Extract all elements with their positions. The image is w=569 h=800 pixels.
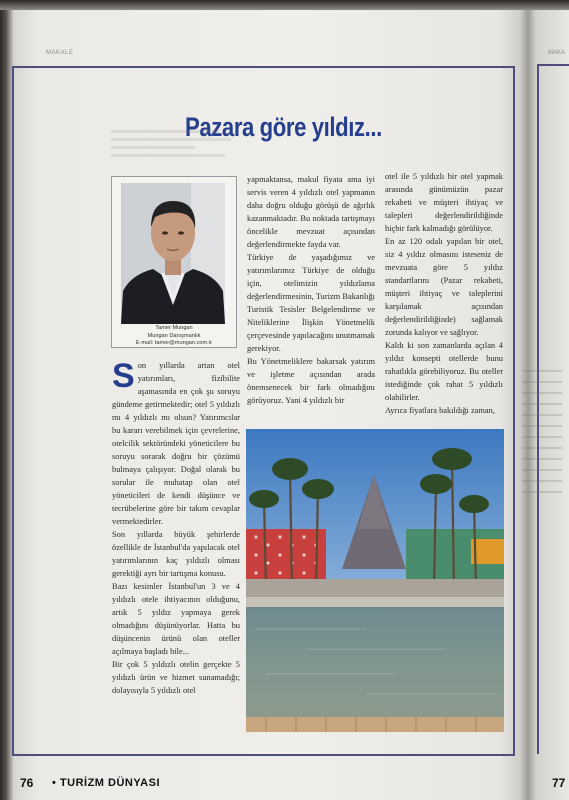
paragraph: Ayrıca fiyatlara bakıldığı zaman,: [385, 406, 495, 415]
paragraph: [112, 359, 240, 528]
article-headline: Pazara göre yıldız...: [185, 112, 382, 142]
section-label: MAKALE: [46, 50, 74, 56]
text-column-2: [247, 173, 375, 407]
show-through-text: [111, 130, 231, 170]
page-number-right: 77: [552, 776, 566, 790]
top-edge-shadow: [0, 0, 569, 10]
section-label-next-page: MAKA: [548, 50, 566, 56]
paragraph: yapmaktansa, makul fiyata ama iyi servis veren 4 yıldızlı otel yapmanın daha doğru olduğu görüşü de ağırlık kazanmaktadır. Bu noktada tartışmayı öncelikle mevzuat açısından değerlendirmekte fayda var.: [247, 175, 375, 249]
paragraph: Bu Yönetmeliklere bakarsak yatırım ve işletme açısından arada önemsenecek bir fark olmadığını görüyoruz. Yani 4 yıldızlı bir: [247, 357, 375, 405]
paragraph: Bazı kesimler İstanbul'un 3 ve 4 yıldızlı otele ihtiyacının olduğunu, artık 5 yıldız yapmaya gerek olmadığını düşünüyorlar. Hatta bu düşüncenin ürünü olan oteller açılmaya başladı bile...: [112, 582, 240, 656]
author-name: Tamer Mungan: [155, 325, 193, 331]
author-caption: [111, 325, 237, 348]
text-column-1: [112, 359, 240, 697]
next-page-text-edge: [522, 370, 562, 670]
paragraph-text: on yıllarda artan otel yatırımları, fizibilite aşamasında en çok şu soruyu gündeme getirmektedir; otel 5 yıldızlı mı 4 yıldızlı mı olsun? Yatırımcılar bu kararı verebilmek için çevrelerine, otelcilik sektöründeki yöneticilere bu soruyu sorarak doğru bir çözümü bulmaya çalışıyor. Doğal olarak bu sorular ile muhatap olan otel yöneticileri de kendi düşünce ve tecrübelerine göre bir takım cevaplar vermektedirler.: [112, 361, 240, 526]
author-email: E-mail: tamer@mungan.com.tr: [135, 340, 213, 346]
paragraph: Bir çok 5 yıldızlı otelin gerçekte 5 yıldızlı ürün ve hizmet sunamadığı; dolayısıyla 5 yıldızlı otel: [112, 660, 240, 695]
paragraph: otel ile 5 yıldızlı bir otel yapmak arasında günümüzün pazar rekabeti ve müşteri ihtiyaç ve talepleri değerlendirildiğinde hiçbir fark kalmadığı görülüyor.: [385, 172, 503, 233]
paragraph: Son yıllarda büyük şehirlerde özellikle de İstanbul'da yapılacak otel yatırımlarının kaç yıldızlı olması gerektiği ayrı bir tartışma konusu.: [112, 530, 240, 578]
paragraph: Türkiye de yaşadığımız ve yatırımlarımız Türkiye de olduğu için, otelimizin yıldızlama değerlendirmesinin, Turizm Bakanlığı Turistik Tesisler Belgelendirme ve Niteliklerine İlişkin Yönetmelik çerçevesinde yapılacağını unutmamak gerekiyor.: [247, 253, 375, 353]
paragraph: En az 120 odalı yapılan bir otel, siz 4 yıldız olmasını isteseniz de mevzuata göre 5 yıldız standartlarını (Pazar rekabeti, müşteri ihtiyaç ve taleplerini karşılamak açısından değerlendirildiğinde) sağlamak zorunda kalıyor ve sağlıyor.: [385, 237, 503, 337]
author-portrait-image: [121, 183, 225, 324]
hotel-pool-image: [246, 429, 504, 732]
paragraph: Kaldı ki son zamanlarda açılan 4 yıldız konsepti otellerde bunu rahatlıkla görebiliyoruz. Bu oteller istediğinde çok rahat 5 yıldızlı olabilirler.: [385, 341, 503, 402]
magazine-name: • TURİZM DÜNYASI: [52, 777, 161, 789]
hotel-pool-photo: [246, 429, 504, 732]
drop-cap: S: [112, 357, 135, 395]
text-column-3: [385, 170, 503, 417]
author-company: Mungan Danışmanlık: [147, 332, 201, 339]
author-portrait: [121, 183, 225, 324]
page-number-left: 76: [20, 776, 34, 790]
